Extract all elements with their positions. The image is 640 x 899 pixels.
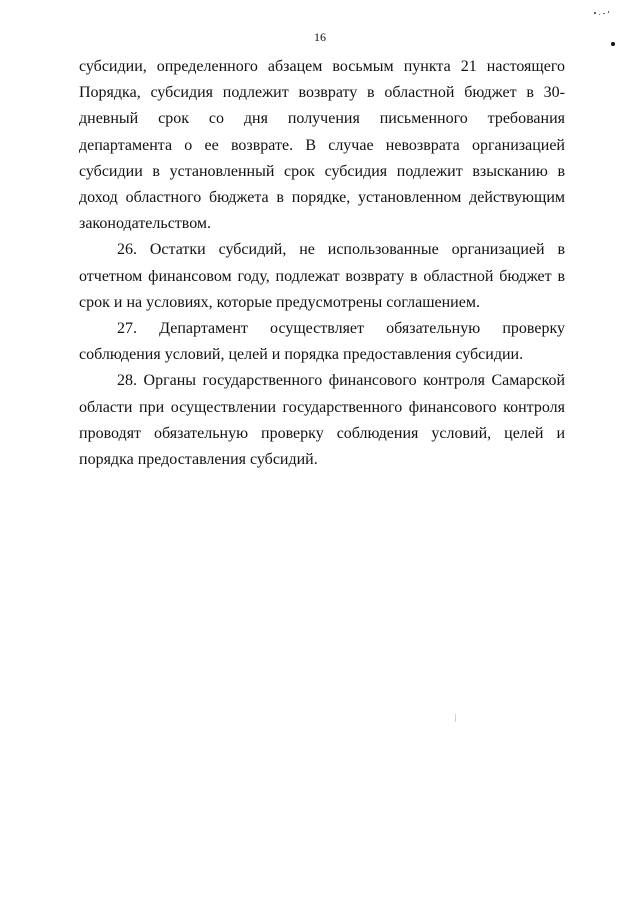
document-body [79, 54, 565, 473]
scan-artifact-mark [455, 714, 456, 722]
paragraph-26: 26. Остатки субсидий, не использованные организацией в отчетном финансовом году, подлежат возврату в областной бюджет в срок и на условиях, которые предусмотрены соглашением. [79, 241, 565, 311]
paragraph-28: 28. Органы государственного финансового контроля Самарской области при осуществлении государственного финансового контроля проводят обязательную проверку соблюдения условий, целей и порядка предоставления субсидий. [79, 372, 565, 469]
page-number: 16 [314, 30, 326, 44]
paragraph-continuation: субсидии, определенного абзацем восьмым пункта 21 настоящего Порядка, субсидия подлежит возврату в областной бюджет в 30-дневный срок со дня получения письменного требования департамента о ее возврате. В случае невозврата организацией субсидии в установленный срок субсидия подлежит взысканию в доход областного бюджета в порядке, установленном действующим законодательством. [79, 58, 565, 233]
paragraph-27: 27. Департамент осуществляет обязательную проверку соблюдения условий, целей и порядка предоставления субсидии. [79, 320, 565, 364]
